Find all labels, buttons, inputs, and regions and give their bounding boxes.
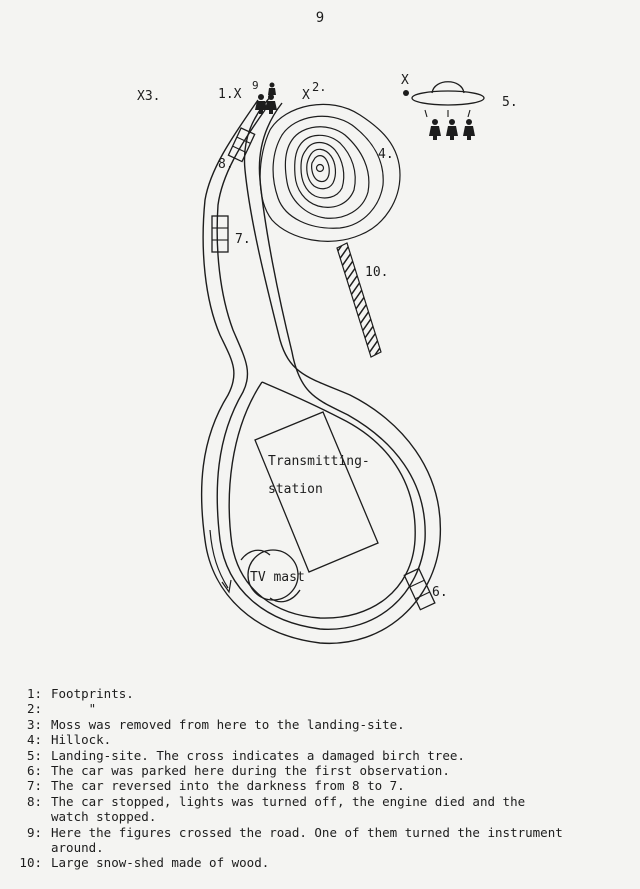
- label-station-line1: Transmitting-: [268, 454, 370, 469]
- direction-arrow: [210, 530, 228, 588]
- car-position-7: [212, 216, 228, 252]
- legend-item: 9: Here the figures crossed the road. One of them turned the instrument around.: [26, 824, 563, 856]
- label-8: 8.: [218, 157, 234, 172]
- label-4: 4.: [378, 147, 394, 162]
- legend-item: 8: The car stopped, lights was turned off, the engine died and the watch stopped.: [26, 793, 526, 825]
- legend: [8, 686, 636, 871]
- label-x3: X3.: [137, 89, 161, 104]
- legend-item: 7: The car reversed into the darkness from 8 to 7.: [26, 778, 405, 794]
- label-2: 2.: [312, 80, 327, 94]
- label-1: 1.X: [218, 87, 242, 102]
- legend-item: 1: Footprints.: [26, 686, 134, 701]
- hillock-contours: [260, 104, 400, 241]
- legend-item: 6: The car was parked here during the first observation.: [26, 763, 450, 779]
- snow-shed: [337, 243, 381, 357]
- legend-item: 2: ": [26, 701, 97, 717]
- label-x2: X: [302, 88, 310, 103]
- car-position-6: [404, 568, 435, 609]
- page-number: 9: [315, 10, 325, 26]
- legend-item: 10: Large snow-shed made of wood.: [19, 855, 270, 871]
- label-7: 7.: [235, 232, 251, 247]
- label-10: 10.: [365, 265, 389, 280]
- ufo-icon: [412, 82, 484, 117]
- figures-icon: [429, 119, 475, 140]
- label-6: 6.: [432, 585, 448, 600]
- label-tv-mast: TV mast: [250, 570, 305, 585]
- label-station-line2: station: [268, 482, 323, 497]
- label-5: 5.: [502, 95, 518, 110]
- label-x5: X: [401, 73, 409, 88]
- legend-item: 5: Landing-site. The cross indicates a damaged birch tree.: [26, 747, 465, 763]
- birch-tree-dot: [403, 90, 409, 96]
- legend-item: 4: Hillock.: [26, 732, 112, 748]
- label-9: 9: [252, 79, 259, 92]
- legend-item: 3: Moss was removed from here to the landing-site.: [26, 716, 405, 732]
- road-outer-edge: [202, 92, 441, 643]
